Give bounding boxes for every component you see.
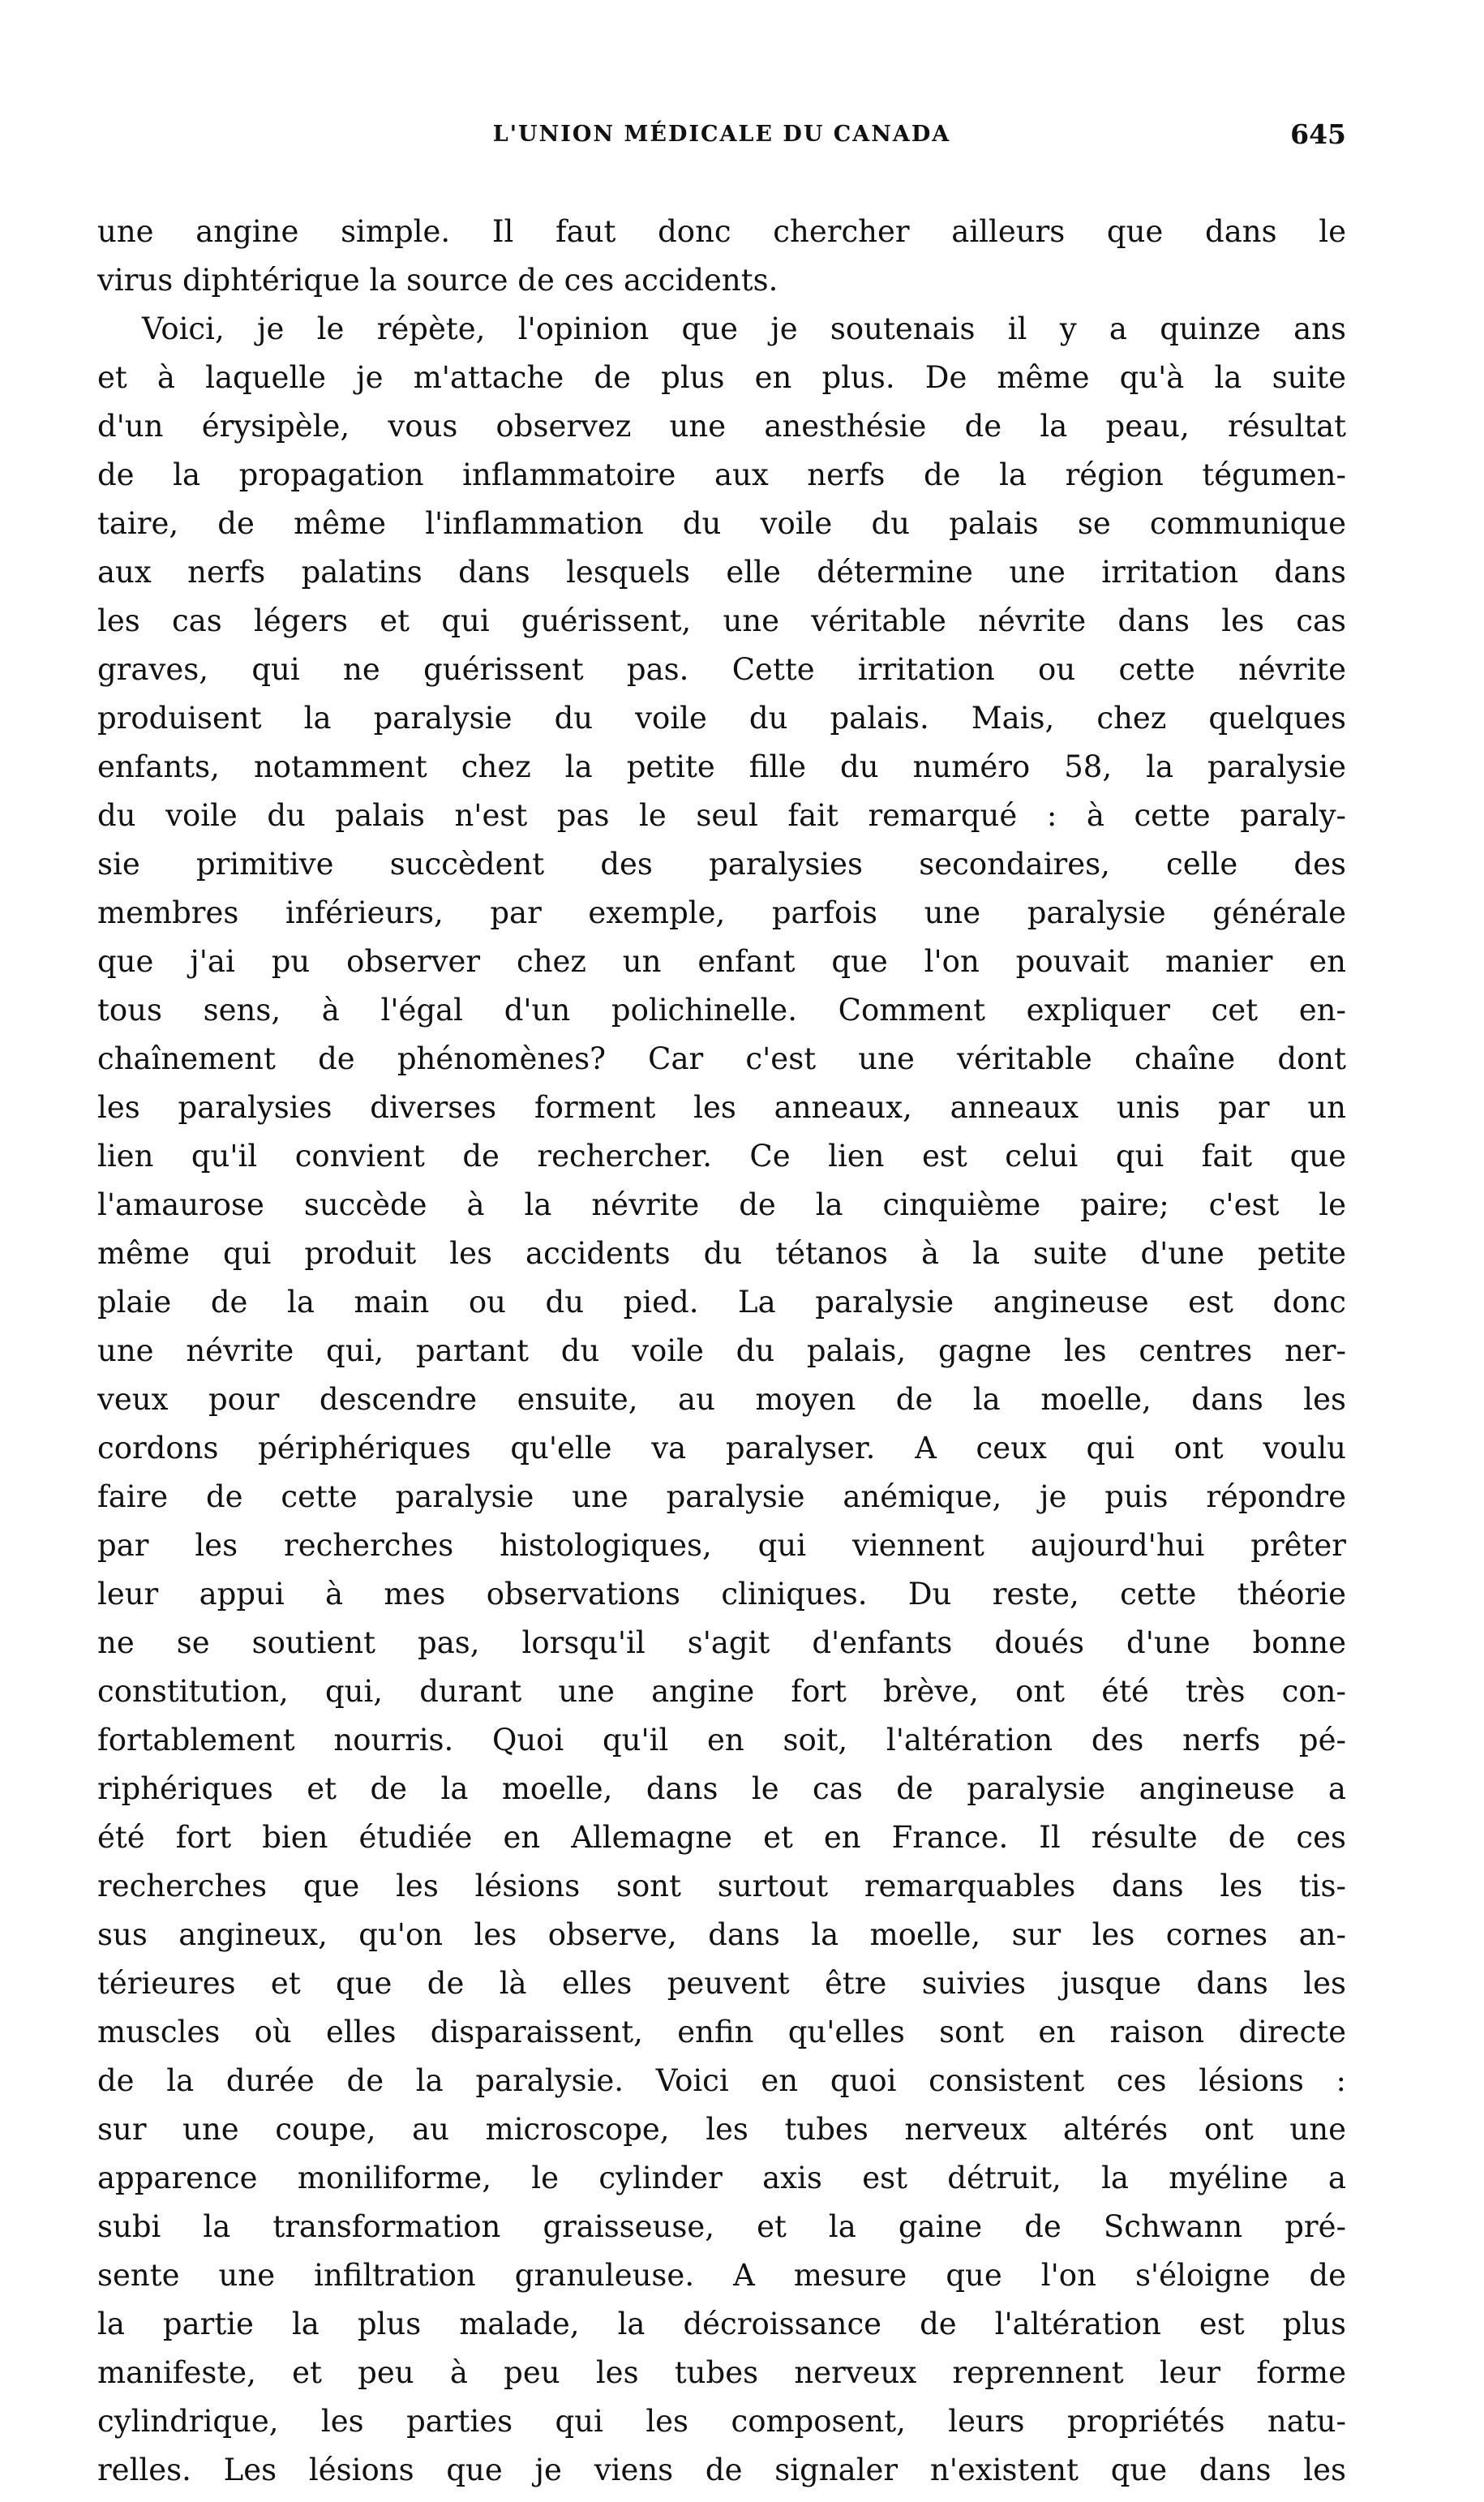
text-line: ne se soutient pas, lorsqu'il s'agit d'enfants doués d'une bonne — [97, 1625, 1346, 1660]
text-line: par les recherches histologiques, qui viennent aujourd'hui prêter — [97, 1528, 1346, 1563]
text-line: sente une infiltration granuleuse. A mesure que l'on s'éloigne de — [97, 2258, 1346, 2293]
text-line: et à laquelle je m'attache de plus en plus. De même qu'à la suite — [97, 360, 1346, 395]
text-line: la partie la plus malade, la décroissance de l'altération est plus — [97, 2307, 1346, 2341]
text-line: muscles où elles disparaissent, enfin qu'elles sont en raison directe — [97, 2015, 1346, 2049]
text-line: membres inférieurs, par exemple, parfois une paralysie générale — [97, 895, 1346, 930]
text-line: virus diphtérique la source de ces accidents. — [97, 263, 778, 298]
text-line: subi la transformation graisseuse, et la gaine de Schwann pré- — [97, 2209, 1346, 2244]
text-line: fortablement nourris. Quoi qu'il en soit, l'altération des nerfs pé- — [97, 1723, 1346, 1757]
text-line: aux nerfs palatins dans lesquels elle détermine une irritation dans — [97, 555, 1346, 590]
text-line: cordons périphériques qu'elle va paralyser. A ceux qui ont voulu — [97, 1431, 1346, 1466]
running-head — [97, 118, 1346, 162]
text-line: lien qu'il convient de rechercher. Ce lien est celui qui fait que — [97, 1139, 1346, 1174]
text-line: relles. Les lésions que je viens de signaler n'existent que dans les — [97, 2453, 1346, 2487]
text-line: tous sens, à l'égal d'un polichinelle. Comment expliquer cet en- — [97, 993, 1346, 1028]
text-line: du voile du palais n'est pas le seul fait remarqué : à cette paraly- — [97, 798, 1346, 833]
text-line: une névrite qui, partant du voile du palais, gagne les centres ner- — [97, 1333, 1346, 1368]
text-line: chaînement de phénomènes? Car c'est une véritable chaîne dont — [97, 1041, 1346, 1076]
text-line: l'amaurose succède à la névrite de la cinquième paire; c'est le — [97, 1187, 1346, 1222]
text-line: que j'ai pu observer chez un enfant que l'on pouvait manier en — [97, 944, 1346, 979]
text-line: riphériques et de la moelle, dans le cas de paralysie angineuse a — [97, 1771, 1346, 1806]
text-line: même qui produit les accidents du tétanos à la suite d'une petite — [97, 1236, 1346, 1271]
text-line: sie primitive succèdent des paralysies secondaires, celle des — [97, 847, 1346, 882]
text-line: taire, de même l'inflammation du voile du palais se communique — [97, 506, 1346, 541]
text-line: plaie de la main ou du pied. La paralysie angineuse est donc — [97, 1285, 1346, 1320]
text-line: graves, qui ne guérissent pas. Cette irritation ou cette névrite — [97, 652, 1346, 687]
text-line: de la durée de la paralysie. Voici en quoi consistent ces lésions : — [97, 2063, 1346, 2098]
text-line: apparence moniliforme, le cylinder axis est détruit, la myéline a — [97, 2161, 1346, 2195]
journal-title: L'UNION MÉDICALE DU CANADA — [492, 122, 951, 147]
text-line: les cas légers et qui guérissent, une véritable névrite dans les cas — [97, 603, 1346, 638]
text-line: constitution, qui, durant une angine fort brève, ont été très con- — [97, 1674, 1346, 1709]
text-line: sur une coupe, au microscope, les tubes nerveux altérés ont une — [97, 2112, 1346, 2147]
text-line: veux pour descendre ensuite, au moyen de la moelle, dans les — [97, 1382, 1346, 1417]
body-text — [97, 208, 1346, 2495]
text-line: enfants, notamment chez la petite fille du numéro 58, la paralysie — [97, 749, 1346, 784]
text-line: Voici, je le répète, l'opinion que je soutenais il y a quinze ans — [142, 311, 1346, 346]
text-line: une angine simple. Il faut donc chercher ailleurs que dans le — [97, 214, 1346, 249]
text-line: produisent la paralysie du voile du palais. Mais, chez quelques — [97, 701, 1346, 736]
text-line: recherches que les lésions sont surtout remarquables dans les tis- — [97, 1869, 1346, 1903]
text-line: térieures et que de là elles peuvent être suivies jusque dans les — [97, 1966, 1346, 2001]
text-line: leur appui à mes observations cliniques. Du reste, cette théorie — [97, 1577, 1346, 1611]
text-line: manifeste, et peu à peu les tubes nerveux reprennent leur forme — [97, 2355, 1346, 2390]
text-line: sus angineux, qu'on les observe, dans la moelle, sur les cornes an- — [97, 1917, 1346, 1952]
text-line: faire de cette paralysie une paralysie anémique, je puis répondre — [97, 1479, 1346, 1514]
page-number: 645 — [1290, 118, 1346, 150]
text-line: d'un érysipèle, vous observez une anesthésie de la peau, résultat — [97, 409, 1346, 444]
text-line: cylindrique, les parties qui les composent, leurs propriétés natu- — [97, 2404, 1346, 2439]
text-line: de la propagation inflammatoire aux nerfs de la région tégumen- — [97, 457, 1346, 492]
text-line: été fort bien étudiée en Allemagne et en France. Il résulte de ces — [97, 1820, 1346, 1855]
text-line: les paralysies diverses forment les anneaux, anneaux unis par un — [97, 1090, 1346, 1125]
